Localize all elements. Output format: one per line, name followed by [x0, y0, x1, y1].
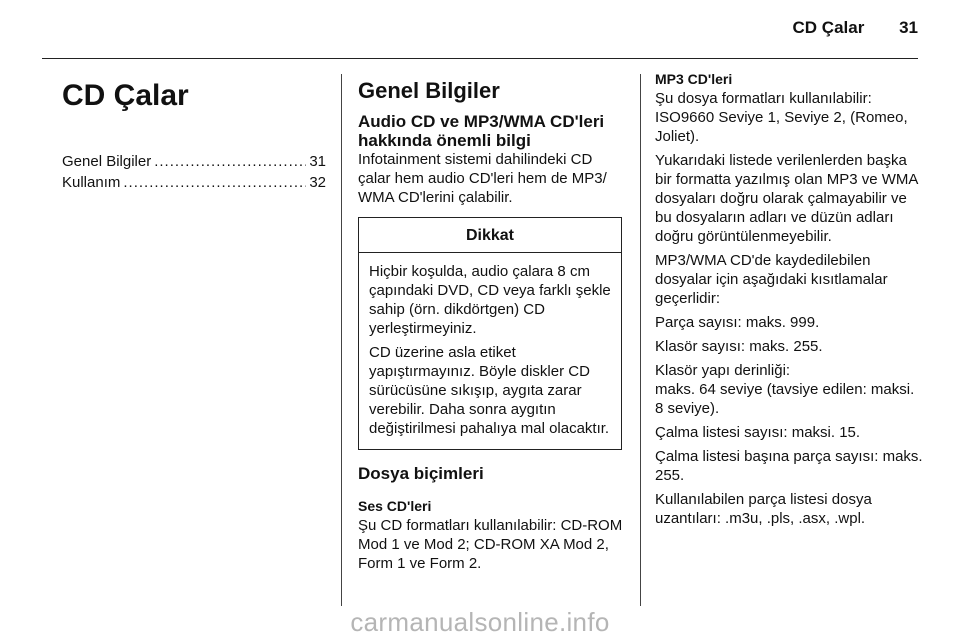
- tracks-per-playlist-limit: Çalma listesi başına parça sayısı: maks. 255.: [655, 448, 923, 484]
- header-rule: [42, 58, 918, 59]
- column-divider-1: [341, 74, 342, 606]
- section-title-general: Genel Bilgiler: [358, 78, 500, 103]
- other-formats-paragraph: Yukarıdaki listede verilenlerden başka bir formatta yazılmış olan MP3 ve WMA dosyaları doğru olarak çalmayabilir ve bu dosyaların adları ve düzün adları doğru görüntülenmeyebilir.: [655, 152, 918, 245]
- toc-page: 32: [309, 174, 326, 191]
- caution-body: [359, 253, 621, 449]
- toc-page: 31: [309, 153, 326, 170]
- chapter-title: CD Çalar: [62, 79, 189, 112]
- watermark: carmanualsonline.info: [350, 607, 610, 637]
- audio-cd-text: Şu CD formatları kullanılabilir: CD-ROM Mod 1 ve Mod 2; CD-ROM XA Mod 2, Form 1 ve Form 2.: [358, 517, 623, 572]
- limits-intro: MP3/WMA CD'de kaydedilebilen dosyalar için aşağıdaki kısıtlamalar geçerlidir:: [655, 252, 888, 307]
- running-header: [793, 18, 918, 38]
- toc-entry-genel-bilgiler[interactable]: [62, 152, 326, 171]
- toc-label: Kullanım: [62, 174, 121, 191]
- playlist-extensions: Kullanılabilen parça listesi dosya uzantıları: .m3u, .pls, .asx, .wpl.: [655, 491, 872, 527]
- playlist-count-limit: Çalma listesi sayısı: maksi. 15.: [655, 424, 861, 441]
- folder-count-limit: Klasör sayısı: maks. 255.: [655, 338, 823, 355]
- toc-entry-kullanim[interactable]: [62, 173, 326, 192]
- column-3: [655, 70, 925, 533]
- column-divider-2: [640, 74, 641, 606]
- intro-paragraph: Infotainment sistemi dahilindeki CD çalar hem audio CD'leri hem de MP3/ WMA CD'lerini çalabilir.: [358, 151, 607, 206]
- toc-label: Genel Bilgiler: [62, 153, 152, 170]
- column-2: [358, 70, 626, 578]
- mp3-cd-label: MP3 CD'leri: [655, 71, 733, 87]
- page-number: 31: [899, 18, 918, 37]
- mp3-cd-text: Şu dosya formatları kullanılabilir: ISO9660 Seviye 1, Seviye 2, (Romeo, Joliet).: [655, 90, 908, 145]
- section-title-file-formats: Dosya biçimleri: [358, 464, 484, 483]
- folder-depth-label: Klasör yapı derinliği:: [655, 362, 791, 379]
- column-1: [62, 70, 326, 194]
- header-title: CD Çalar: [792, 18, 865, 37]
- audio-cd-label: Ses CD'leri: [358, 498, 432, 514]
- folder-depth-value: maks. 64 seviye (tavsiye edilen: maksi. 8 seviye).: [655, 381, 915, 417]
- caution-box: [358, 217, 622, 450]
- track-count-limit: Parça sayısı: maks. 999.: [655, 314, 820, 331]
- toc-leader: [154, 152, 306, 171]
- toc-leader: [123, 173, 306, 192]
- caution-paragraph-2: CD üzerine asla etiket yapıştırmayınız. Böyle diskler CD sürücüsüne sıkışıp, aygıta zarar verebilir. Daha sonra aygıtın değiştirilmesi pahalıya mal olacaktır.: [369, 344, 610, 437]
- subsection-title-important-info: Audio CD ve MP3/WMA CD'leri hakkında önemli bilgi: [358, 112, 605, 150]
- caution-paragraph-1: Hiçbir koşulda, audio çalara 8 cm çapındaki DVD, CD veya farklı şekle sahip (örn. dikdörtgen) CD yerleştirmeyiniz.: [369, 263, 611, 337]
- caution-heading: Dikkat: [359, 218, 621, 253]
